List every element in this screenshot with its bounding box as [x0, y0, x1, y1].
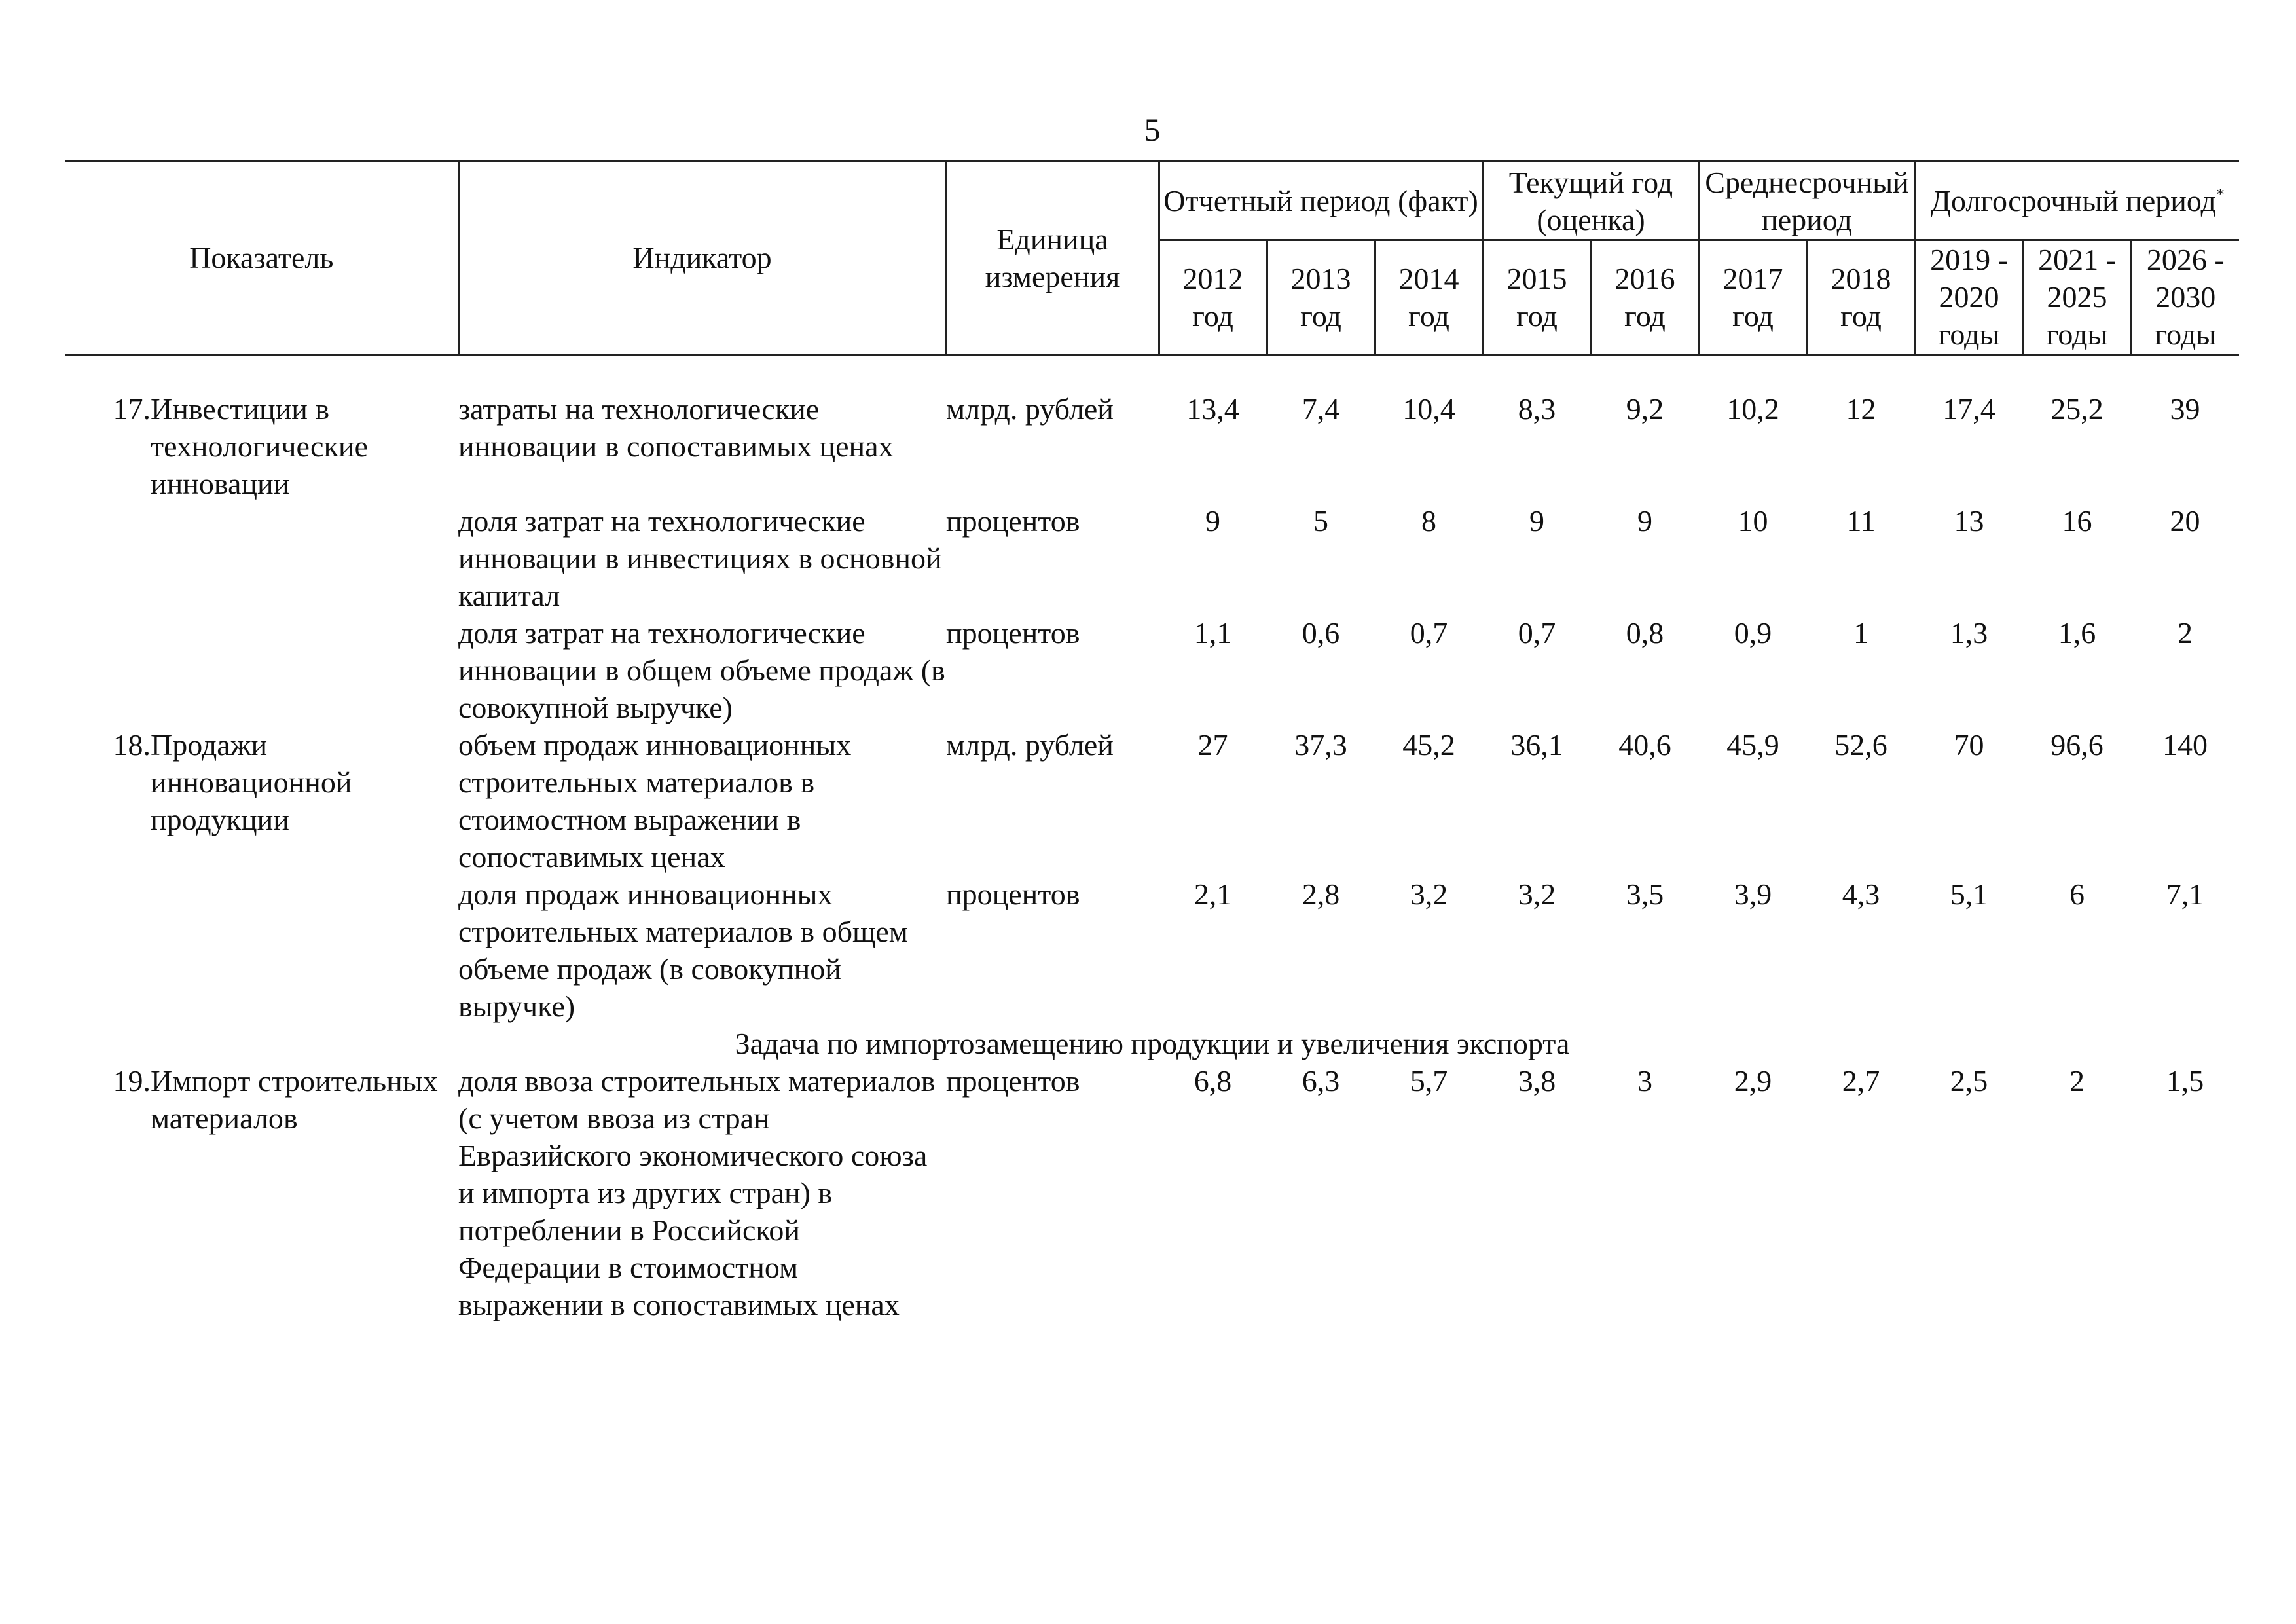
row-value: 27: [1197, 728, 1228, 762]
table-row: [65, 502, 2239, 614]
row-indicator: доля затрат на технологические инновации в инвестициях в основной капитал: [458, 504, 942, 612]
header-year: 2016 год: [1591, 240, 1699, 355]
row-value: 16: [2062, 504, 2092, 538]
table-row: [65, 876, 2239, 1025]
row-value: 3,5: [1626, 877, 1664, 911]
row-value: 5: [1313, 504, 1329, 538]
row-value: 45,9: [1726, 728, 1779, 762]
row-unit: процентов: [946, 616, 1080, 650]
row-value: 5,7: [1410, 1063, 1448, 1098]
row-value: 20: [2170, 504, 2200, 538]
row-value: 6,3: [1302, 1063, 1340, 1098]
header-year: 2012 год: [1159, 240, 1267, 355]
header-period-reporting: Отчетный период (факт): [1159, 162, 1483, 240]
row-value: 96,6: [2050, 728, 2104, 762]
header-indicator: Индикатор: [458, 162, 946, 355]
row-value: 1,3: [1950, 616, 1988, 650]
row-unit: процентов: [946, 504, 1080, 538]
row-value: 17,4: [1942, 392, 1995, 426]
row-group: [151, 502, 458, 614]
row-value: 10,2: [1726, 392, 1779, 426]
row-value: 9: [1205, 504, 1221, 538]
row-indicator: объем продаж инновационных строительных материалов в стоимостном выражении в сопоставимых ценах: [458, 728, 852, 874]
row-indicator: затраты на технологические инновации в сопоставимых ценах: [458, 392, 894, 463]
header-year: 2013 год: [1267, 240, 1375, 355]
table-row: [65, 726, 2239, 876]
row-number: 18.: [113, 728, 151, 762]
row-value: 2,7: [1842, 1063, 1880, 1098]
header-year: 2014 год: [1375, 240, 1483, 355]
row-value: 6: [2069, 877, 2085, 911]
row-number: [65, 614, 151, 726]
row-value: 3,8: [1518, 1063, 1556, 1098]
row-value: 3,2: [1410, 877, 1448, 911]
row-group: Продажи инновационной продукции: [151, 728, 352, 836]
row-value: 8: [1421, 504, 1437, 538]
row-value: 36,1: [1510, 728, 1563, 762]
table-row: [65, 1062, 2239, 1323]
row-indicator: доля продаж инновационных строительных материалов в общем объеме продаж (в совокупной выручке): [458, 877, 908, 1023]
row-value: 7,1: [2166, 877, 2204, 911]
row-value: 13,4: [1186, 392, 1239, 426]
row-value: 2,1: [1194, 877, 1232, 911]
row-value: 2: [2178, 616, 2193, 650]
page-number: 5: [1144, 111, 1161, 148]
row-value: 3,2: [1518, 877, 1556, 911]
row-value: 1,5: [2166, 1063, 2204, 1098]
header-period-current: Текущий год (оценка): [1483, 162, 1699, 240]
row-value: 11: [1846, 504, 1876, 538]
row-value: 10,4: [1402, 392, 1455, 426]
row-number: 17.: [113, 392, 151, 426]
table-row: [65, 390, 2239, 502]
row-value: 0,7: [1410, 616, 1448, 650]
row-value: 5,1: [1950, 877, 1988, 911]
header-year: 2015 год: [1483, 240, 1591, 355]
row-value: 6,8: [1194, 1063, 1232, 1098]
row-value: 70: [1954, 728, 1984, 762]
header-year: 2017 год: [1699, 240, 1807, 355]
row-value: 0,6: [1302, 616, 1340, 650]
row-value: 2,5: [1950, 1063, 1988, 1098]
header-unit: Единица измерения: [946, 162, 1159, 355]
row-indicator: доля ввоза строительных материалов (с учетом ввоза из стран Евразийского экономического союза и импорта из других стран) в потреблении в Российской Федерации в стоимостном выражении в сопоставимых ценах: [458, 1063, 936, 1321]
header-year: 2018 год: [1807, 240, 1915, 355]
header-period-long-term: [1915, 162, 2239, 240]
row-value: 9,2: [1626, 392, 1664, 426]
row-value: 39: [2170, 392, 2200, 426]
row-number: [65, 502, 151, 614]
table-header: [65, 162, 2239, 355]
row-value: 12: [1846, 392, 1876, 426]
row-value: 0,8: [1626, 616, 1664, 650]
row-indicator: доля затрат на технологические инновации в общем объеме продаж (в совокупной выручке): [458, 616, 945, 724]
row-value: 2,8: [1302, 877, 1340, 911]
row-value: 25,2: [2050, 392, 2104, 426]
row-unit: процентов: [946, 877, 1080, 911]
header-period-long-term-label: Долгосрочный период: [1930, 184, 2216, 217]
row-value: 52,6: [1834, 728, 1887, 762]
row-value: 10: [1738, 504, 1768, 538]
row-value: 3: [1637, 1063, 1653, 1098]
row-group: Импорт строительных материалов: [151, 1063, 438, 1135]
row-number: [65, 876, 151, 1025]
header-year: 2019 - 2020 годы: [1915, 240, 2023, 355]
row-value: 0,9: [1734, 616, 1772, 650]
task-row: [65, 1025, 2239, 1062]
indicators-table: [65, 160, 2239, 1323]
row-group: Инвестиции в технологические инновации: [151, 392, 368, 500]
row-value: 40,6: [1618, 728, 1671, 762]
row-value: 13: [1954, 504, 1984, 538]
row-value: 37,3: [1294, 728, 1347, 762]
row-value: 1: [1853, 616, 1869, 650]
header-year: 2021 - 2025 годы: [2023, 240, 2131, 355]
row-group: [151, 876, 458, 1025]
row-number: 19.: [113, 1063, 151, 1098]
header-indicator-group: Показатель: [65, 162, 458, 355]
header-year: 2026 - 2030 годы: [2131, 240, 2239, 355]
row-value: 3,9: [1734, 877, 1772, 911]
row-value: 7,4: [1302, 392, 1340, 426]
row-unit: процентов: [946, 1063, 1080, 1098]
row-value: 2,9: [1734, 1063, 1772, 1098]
row-value: 2: [2069, 1063, 2085, 1098]
row-value: 1,1: [1194, 616, 1232, 650]
row-value: 9: [1529, 504, 1545, 538]
row-value: 0,7: [1518, 616, 1556, 650]
row-unit: млрд. рублей: [946, 392, 1114, 426]
row-value: 140: [2162, 728, 2208, 762]
row-value: 8,3: [1518, 392, 1556, 426]
row-value: 45,2: [1402, 728, 1455, 762]
row-group: [151, 614, 458, 726]
task-title: Задача по импортозамещению продукции и увеличения экспорта: [735, 1026, 1570, 1060]
header-period-mid-term: Среднесрочный период: [1699, 162, 1915, 240]
table-body: [65, 355, 2239, 1323]
table-row: [65, 614, 2239, 726]
row-value: 9: [1637, 504, 1653, 538]
row-value: 1,6: [2058, 616, 2096, 650]
row-unit: млрд. рублей: [946, 728, 1114, 762]
footnote-mark: *: [2215, 185, 2225, 204]
row-value: 4,3: [1842, 877, 1880, 911]
